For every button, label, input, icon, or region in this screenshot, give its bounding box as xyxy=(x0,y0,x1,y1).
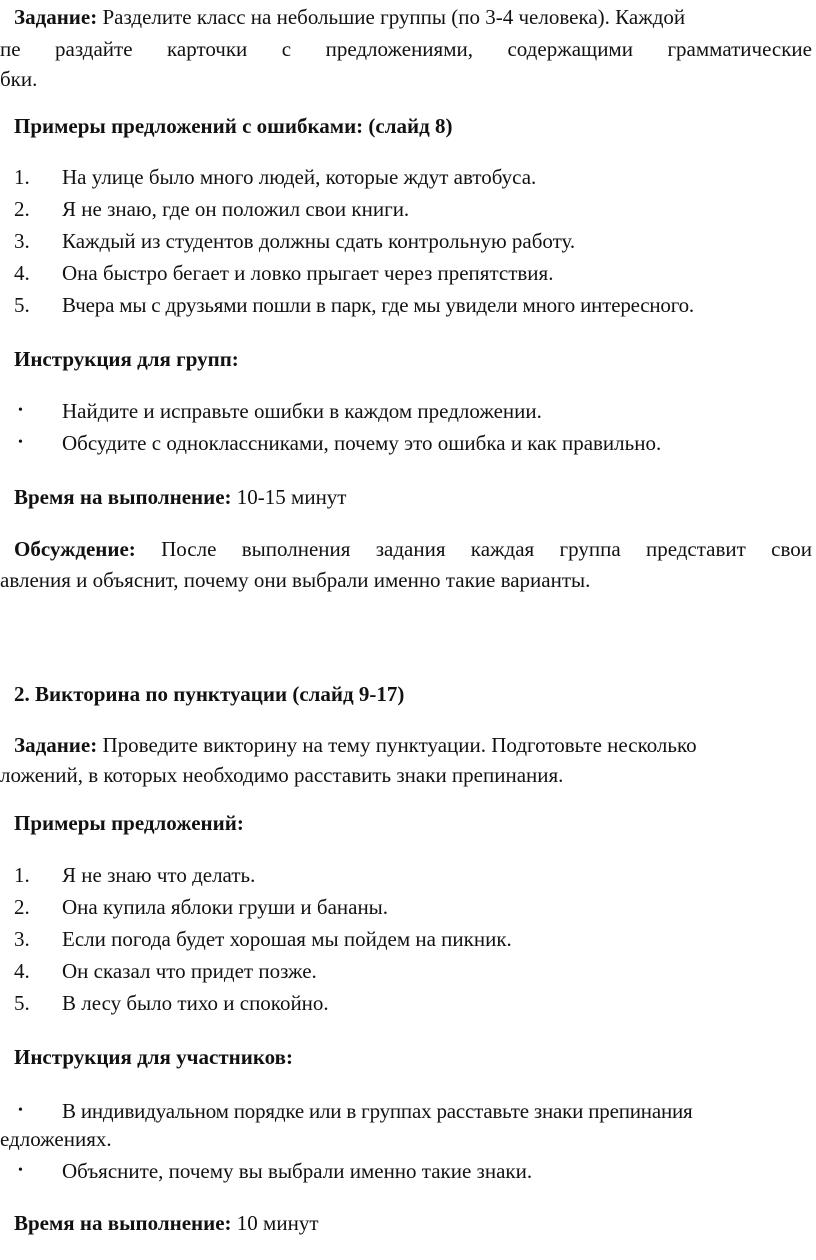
bullet-continuation: едложениях. xyxy=(0,1127,112,1151)
instructions-heading: Инструкция для групп: xyxy=(14,347,239,371)
time-value: 10-15 минут xyxy=(231,485,347,509)
task-paragraph-line-2: пе раздайте карточки с предложениями, содержащими грамматические xyxy=(0,37,812,61)
task-paragraph-line-1 xyxy=(14,732,816,758)
section-heading: 2. Викторина по пунктуации (слайд 9-17) xyxy=(14,682,405,706)
bullet-icon: • xyxy=(18,1163,23,1178)
time-line xyxy=(14,484,816,510)
task-paragraph-line-1 xyxy=(14,4,816,30)
discussion-line-2: авления и объяснит, почему они выбрали именно такие варианты. xyxy=(0,568,591,592)
time-line xyxy=(14,1210,816,1236)
time-label: Время на выполнение: xyxy=(14,485,232,509)
examples-heading: Примеры предложений с ошибками: (слайд 8) xyxy=(14,114,453,138)
task-paragraph-line-3: бки. xyxy=(0,67,38,91)
task-text: Разделите класс на небольшие группы (по 3-4 человека). Каждой xyxy=(97,5,686,29)
examples-heading: Примеры предложений: xyxy=(14,811,244,835)
instructions-heading: Инструкция для участников: xyxy=(14,1045,293,1069)
bullet-icon: • xyxy=(18,1103,23,1118)
bullet-icon: • xyxy=(18,435,23,450)
task-text: Проведите викторину на тему пунктуации. Подготовьте несколько xyxy=(97,733,697,757)
discussion-text: После выполнения задания каждая группа представит свои xyxy=(135,537,812,561)
bullet-icon: • xyxy=(18,403,23,418)
task-label: Задание: xyxy=(14,733,98,757)
discussion-label: Обсуждение: xyxy=(14,537,136,561)
time-value: 10 минут xyxy=(231,1211,319,1235)
task-paragraph-line-2: ложений, в которых необходимо расставить знаки препинания. xyxy=(0,763,564,787)
task-label: Задание: xyxy=(14,5,98,29)
discussion-line-1 xyxy=(14,536,812,562)
time-label: Время на выполнение: xyxy=(14,1211,232,1235)
